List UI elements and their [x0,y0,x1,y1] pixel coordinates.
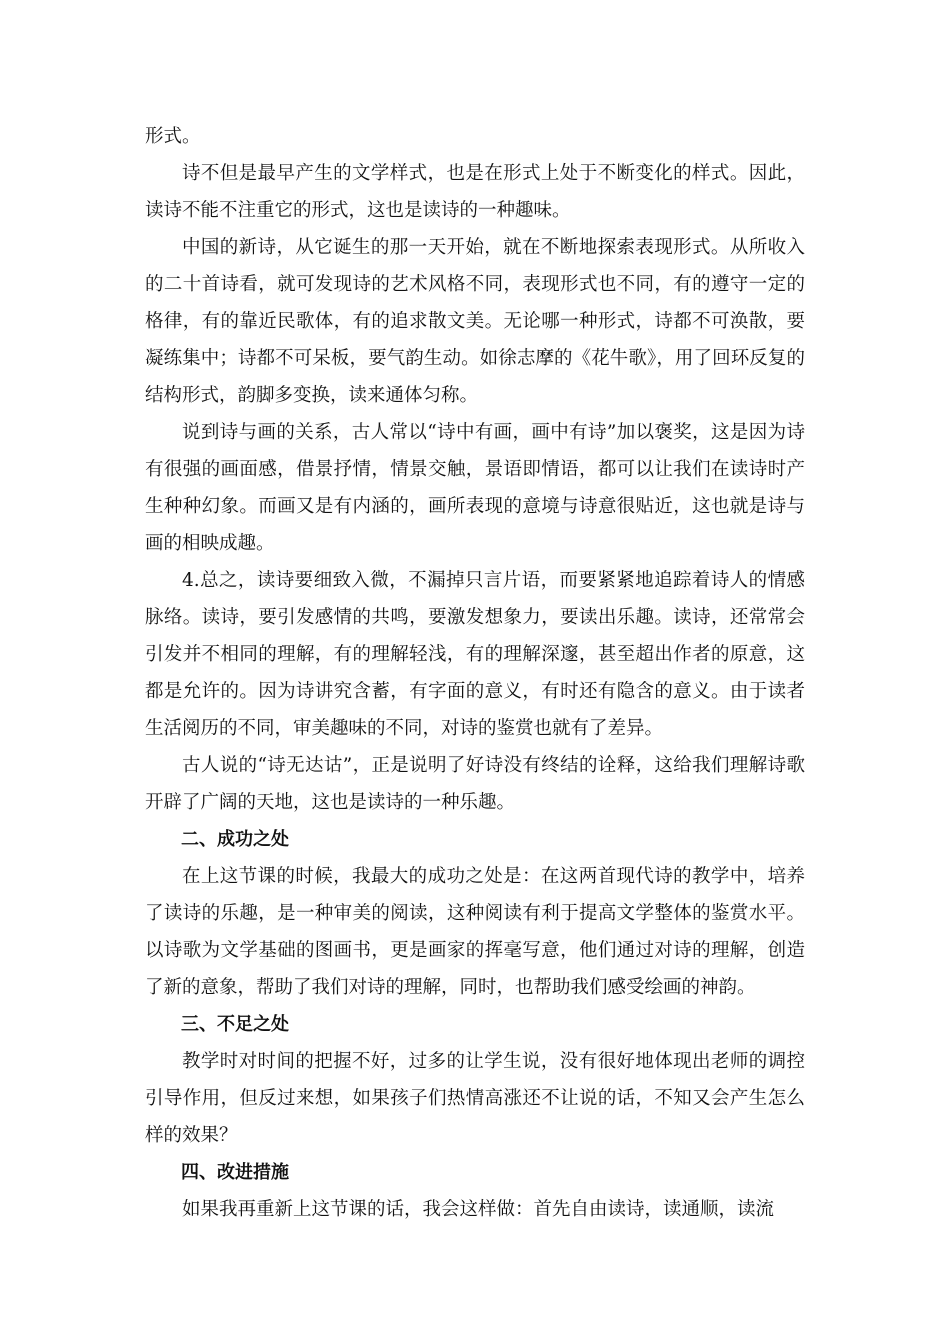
section-heading-shortcomings: 三、不足之处 [181,1014,289,1035]
document-body [145,118,805,1228]
paragraph-successes: 在上这节课的时候，我最大的成功之处是：在这两首现代诗的教学中，培养了读诗的乐趣，是一种审美的阅读，这种阅读有利于提高文学整体的鉴赏水平。以诗歌为文学基础的图画书，更是画家的挥毫写意，他们通过对诗的理解，创造了新的意象，帮助了我们对诗的理解，同时，也帮助我们感受绘画的神韵。 [145,866,805,998]
paragraph-poetry-form: 诗不但是最早产生的文学样式，也是在形式上处于不断变化的样式。因此，读诗不能不注重它的形式，这也是读诗的一种趣味。 [145,163,805,221]
paragraph-poetry-and-painting: 说到诗与画的关系，古人常以“诗中有画，画中有诗”加以褒奖，这是因为诗有很强的画面感，借景抒情，情景交触，景语即情语，都可以让我们在读诗时产生种种幻象。而画又是有内涵的，画所表现的意境与诗意很贴近，这也就是诗与画的相映成趣。 [145,422,805,554]
paragraph-summary: 4.总之，读诗要细致入微，不漏掉只言片语，而要紧紧地追踪着诗人的情感脉络。读诗，要引发感情的共鸣，要激发想象力，要读出乐趣。读诗，还常常会引发并不相同的理解，有的理解轻浅，有的理解深邃，甚至超出作者的原意，这都是允许的。因为诗讲究含蓄，有字面的意义，有时还有隐含的意义。由于读者生活阅历的不同，审美趣味的不同，对诗的鉴赏也就有了差异。 [145,570,805,739]
paragraph-form-ending: 形式。 [145,126,201,147]
section-heading-improvements: 四、改进措施 [181,1162,289,1183]
paragraph-shi-wu-da-gu: 古人说的“诗无达诂”，正是说明了好诗没有终结的诠释，这给我们理解诗歌开辟了广阔的天地，这也是读诗的一种乐趣。 [145,755,805,813]
paragraph-shortcomings: 教学时对时间的把握不好，过多的让学生说，没有很好地体现出老师的调控引导作用，但反过来想，如果孩子们热情高涨还不让说的话，不知又会产生怎么样的效果？ [145,1051,805,1146]
paragraph-new-poetry: 中国的新诗，从它诞生的那一天开始，就在不断地探索表现形式。从所收入的二十首诗看，就可发现诗的艺术风格不同，表现形式也不同，有的遵守一定的格律，有的靠近民歌体，有的追求散文美。无论哪一种形式，诗都不可涣散，要凝练集中；诗都不可呆板，要气韵生动。如徐志摩的《花牛歌》，用了回环反复的结构形式，韵脚多变换，读来通体匀称。 [145,237,805,406]
section-heading-successes: 二、成功之处 [181,829,289,850]
paragraph-improvements: 如果我再重新上这节课的话，我会这样做：首先自由读诗，读通顺，读流 [182,1199,775,1220]
